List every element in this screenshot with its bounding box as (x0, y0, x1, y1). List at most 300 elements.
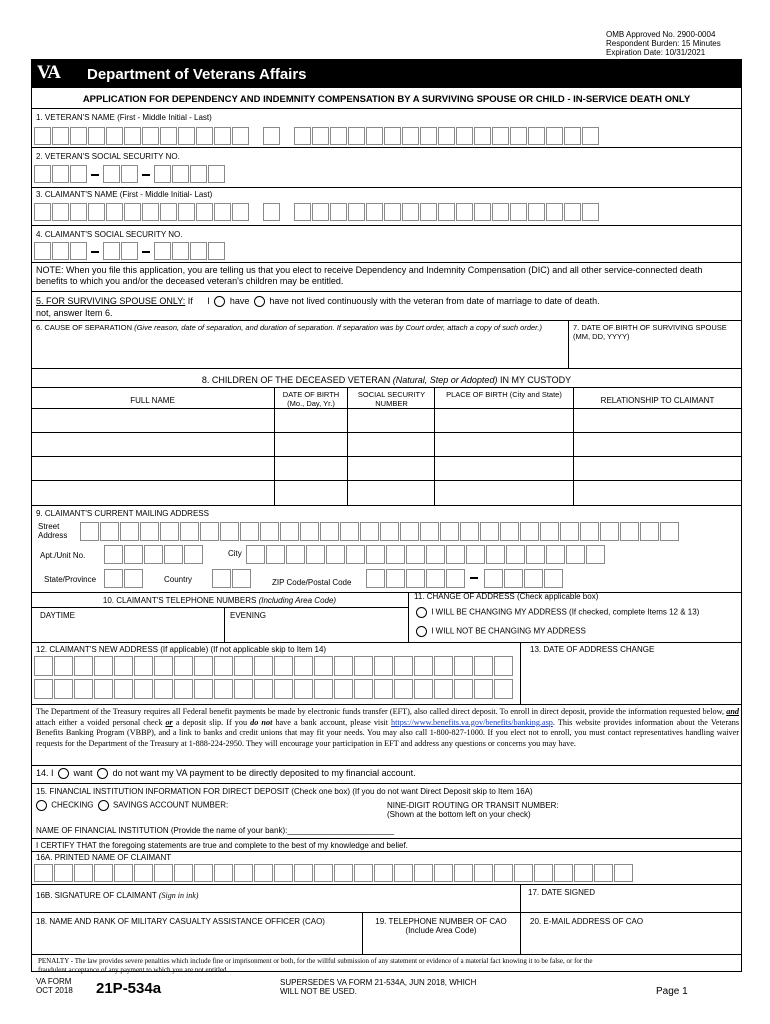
entry-box[interactable] (142, 203, 159, 221)
entry-box[interactable] (566, 545, 585, 564)
entry-box[interactable] (34, 656, 53, 676)
entry-box[interactable] (274, 679, 293, 699)
entry-box[interactable] (294, 203, 311, 221)
entry-box[interactable] (494, 656, 513, 676)
entry-box[interactable] (374, 656, 393, 676)
entry-box[interactable] (280, 522, 299, 541)
entry-box[interactable] (172, 165, 189, 183)
entry-box[interactable] (124, 569, 143, 588)
entry-box[interactable] (70, 165, 87, 183)
children-title-row (31, 375, 742, 385)
entry-box[interactable] (546, 203, 563, 221)
cause-label: 6. CAUSE OF SEPARATION (36, 323, 132, 332)
entry-box[interactable] (266, 545, 285, 564)
entry-box[interactable] (121, 242, 138, 260)
eft-text-3: a deposit slip. If you (175, 717, 248, 727)
entry-box[interactable] (52, 203, 69, 221)
entry-box[interactable] (514, 864, 533, 882)
entry-box[interactable] (540, 522, 559, 541)
entry-box[interactable] (446, 569, 465, 588)
entry-box[interactable] (528, 203, 545, 221)
entry-box[interactable] (194, 656, 213, 676)
entry-box[interactable] (420, 522, 439, 541)
cao-email-label: 20. E-MAIL ADDRESS OF CAO (530, 917, 644, 926)
state-label: State/Province (44, 575, 97, 584)
entry-box[interactable] (74, 864, 93, 882)
bank-name-label: NAME OF FINANCIAL INSTITUTION (Provide the name of your bank):________________________ (36, 826, 395, 835)
entry-box[interactable] (154, 679, 173, 699)
state-boxes[interactable] (104, 569, 144, 588)
entry-box[interactable] (294, 127, 311, 145)
entry-box[interactable] (386, 569, 405, 588)
entry-box[interactable] (254, 679, 273, 699)
entry-box[interactable] (554, 864, 573, 882)
col-full-name: FULL NAME (130, 396, 175, 405)
entry-box[interactable] (492, 127, 509, 145)
evening-label: EVENING (230, 611, 267, 620)
entry-box[interactable] (154, 656, 173, 676)
entry-box[interactable] (474, 864, 493, 882)
entry-box[interactable] (420, 203, 437, 221)
entry-box[interactable] (400, 522, 419, 541)
entry-box[interactable] (354, 656, 373, 676)
entry-box[interactable] (480, 522, 499, 541)
entry-box[interactable] (582, 127, 599, 145)
entry-box[interactable] (134, 679, 153, 699)
entry-box[interactable] (406, 545, 425, 564)
entry-box[interactable] (504, 569, 523, 588)
entry-box[interactable] (582, 203, 599, 221)
col-ssn: SOCIAL SECURITY NUMBER (357, 390, 426, 408)
changing-label: I WILL BE CHANGING MY ADDRESS (If checked, complete Items 12 & 13) (431, 607, 700, 617)
entry-box[interactable] (184, 545, 203, 564)
item5-i: I (207, 296, 210, 306)
children-note: (Natural, Step or Adopted) (392, 375, 498, 385)
entry-box[interactable] (334, 679, 353, 699)
entry-box[interactable] (74, 679, 93, 699)
entry-box[interactable] (500, 522, 519, 541)
entry-box[interactable] (240, 522, 259, 541)
children-tail: IN MY CUSTODY (499, 375, 572, 385)
entry-box[interactable] (406, 569, 425, 588)
entry-box[interactable] (366, 569, 385, 588)
entry-box[interactable] (494, 679, 513, 699)
veteran-name-boxes[interactable] (34, 127, 600, 145)
entry-box[interactable] (214, 656, 233, 676)
phone-title-row (31, 596, 408, 605)
phone-note: (Including Area Code) (258, 596, 337, 605)
entry-box[interactable] (384, 127, 401, 145)
group-separator (281, 127, 293, 145)
eft-paragraph (36, 707, 739, 749)
entry-box[interactable] (426, 569, 445, 588)
entry-box[interactable] (366, 127, 383, 145)
new-address-boxes-1[interactable] (34, 656, 514, 676)
entry-box[interactable] (286, 545, 305, 564)
entry-box[interactable] (440, 522, 459, 541)
entry-box[interactable] (366, 203, 383, 221)
omb-block (606, 30, 721, 57)
entry-box[interactable] (354, 864, 373, 882)
entry-box[interactable] (330, 203, 347, 221)
entry-box[interactable] (94, 656, 113, 676)
entry-box[interactable] (314, 656, 333, 676)
entry-box[interactable] (414, 864, 433, 882)
entry-box[interactable] (394, 656, 413, 676)
entry-box[interactable] (524, 569, 543, 588)
entry-box[interactable] (434, 864, 453, 882)
entry-box[interactable] (114, 656, 133, 676)
entry-box[interactable] (208, 165, 225, 183)
entry-box[interactable] (200, 522, 219, 541)
eft-text-4: have a bank account, please visit (275, 717, 388, 727)
changing-row (414, 607, 699, 618)
entry-box[interactable] (190, 165, 207, 183)
entry-box[interactable] (100, 522, 119, 541)
entry-box[interactable] (546, 127, 563, 145)
routing-block (387, 801, 559, 819)
eft-text-1: The Department of the Treasury requires all Federal benefit payments be made by electronic funds transfer (EFT), also called direct deposit. To enroll in direct deposit, provide the information requested below, (36, 707, 725, 716)
entry-box[interactable] (54, 679, 73, 699)
city-boxes[interactable] (246, 545, 606, 564)
entry-box[interactable] (426, 545, 445, 564)
entry-box[interactable] (34, 165, 51, 183)
group-separator (142, 251, 150, 253)
footer-va-form: VA FORM (36, 977, 72, 986)
country-boxes[interactable] (212, 569, 252, 588)
entry-box[interactable] (124, 127, 141, 145)
entry-box[interactable] (294, 679, 313, 699)
entry-box[interactable] (494, 864, 513, 882)
entry-box[interactable] (330, 127, 347, 145)
entry-box[interactable] (232, 203, 249, 221)
entry-box[interactable] (134, 864, 153, 882)
entry-box[interactable] (510, 203, 527, 221)
cause-note: (Give reason, date of separation, and duration of separation. If separation was by Court order, attach a copy of such order.) (134, 323, 542, 332)
entry-box[interactable] (564, 203, 581, 221)
entry-box[interactable] (384, 203, 401, 221)
entry-box[interactable] (232, 569, 251, 588)
entry-box[interactable] (34, 242, 51, 260)
entry-box[interactable] (234, 679, 253, 699)
entry-box[interactable] (160, 203, 177, 221)
savings-radio[interactable] (98, 800, 109, 811)
entry-box[interactable] (178, 203, 195, 221)
cao-phone-label: 19. TELEPHONE NUMBER OF CAO (Include Area Code) (375, 917, 507, 935)
entry-box[interactable] (52, 165, 69, 183)
entry-box[interactable] (594, 864, 613, 882)
group-separator (142, 174, 150, 176)
entry-box[interactable] (294, 656, 313, 676)
entry-box[interactable] (492, 203, 509, 221)
entry-box[interactable] (172, 242, 189, 260)
entry-box[interactable] (306, 545, 325, 564)
entry-box[interactable] (154, 242, 171, 260)
dic-note: NOTE: When you file this application, you are telling us that you elect to receive Dependency and Indemnity Compensation (DIC) and all other service-connected death benefits to which you and/or the deceased veteran's children may be entitled. (36, 265, 703, 286)
entry-box[interactable] (70, 242, 87, 260)
entry-box[interactable] (180, 522, 199, 541)
entry-box[interactable] (438, 127, 455, 145)
entry-box[interactable] (194, 864, 213, 882)
entry-box[interactable] (174, 656, 193, 676)
entry-box[interactable] (460, 522, 479, 541)
entry-box[interactable] (232, 127, 249, 145)
entry-box[interactable] (580, 522, 599, 541)
entry-box[interactable] (434, 679, 453, 699)
group-separator (281, 203, 293, 221)
entry-box[interactable] (614, 864, 633, 882)
change-address-label: 11. CHANGE OF ADDRESS (Check applicable box) (414, 592, 599, 601)
entry-box[interactable] (366, 545, 385, 564)
entry-box[interactable] (560, 522, 579, 541)
entry-box[interactable] (54, 864, 73, 882)
country-label: Country (164, 575, 193, 584)
printed-name-label: 16A. PRINTED NAME OF CLAIMANT (36, 853, 172, 862)
item5-row (36, 296, 600, 307)
entry-box[interactable] (196, 127, 213, 145)
spouse-dob-label: 7. DATE OF BIRTH OF SURVIVING SPOUSE (MM, DD, YYYY) (573, 323, 727, 341)
do-not-want-radio[interactable] (97, 768, 108, 779)
have-label: have (229, 296, 250, 306)
date-change-label: 13. DATE OF ADDRESS CHANGE (530, 645, 655, 654)
entry-box[interactable] (34, 864, 53, 882)
entry-box[interactable] (394, 679, 413, 699)
entry-box[interactable] (346, 545, 365, 564)
entry-box[interactable] (106, 127, 123, 145)
entry-box[interactable] (104, 545, 123, 564)
entry-box[interactable] (274, 864, 293, 882)
entry-box[interactable] (94, 864, 113, 882)
entry-box[interactable] (454, 656, 473, 676)
entry-box[interactable] (88, 127, 105, 145)
entry-box[interactable] (294, 864, 313, 882)
entry-box[interactable] (52, 127, 69, 145)
penalty-statement: PENALTY - The law provides severe penalties which include fine or imprisonment or both, for the willful submission of any statement or evidence of a material fact knowing it to be false, or for the fraudulent acceptance of any payment to which you are not entitled. (38, 957, 593, 974)
entry-box[interactable] (80, 522, 99, 541)
cao-name-label: 18. NAME AND RANK OF MILITARY CASUALTY ASSISTANCE OFFICER (CAO) (36, 917, 325, 926)
entry-box[interactable] (520, 522, 539, 541)
claimant-ssn-label: 4. CLAIMANT'S SOCIAL SECURITY NO. (36, 230, 183, 239)
entry-box[interactable] (103, 165, 120, 183)
entry-box[interactable] (160, 127, 177, 145)
entry-box[interactable] (414, 656, 433, 676)
entry-box[interactable] (380, 522, 399, 541)
omb-expiration: Expiration Date: 10/31/2021 (606, 48, 706, 57)
entry-box[interactable] (474, 679, 493, 699)
omb-number: OMB Approved No. 2900-0004 (606, 30, 716, 39)
entry-box[interactable] (300, 522, 319, 541)
entry-box[interactable] (402, 203, 419, 221)
entry-box[interactable] (34, 679, 53, 699)
entry-box[interactable] (154, 165, 171, 183)
have-radio[interactable] (214, 296, 225, 307)
entry-box[interactable] (104, 569, 123, 588)
entry-box[interactable] (214, 127, 231, 145)
entry-box[interactable] (140, 522, 159, 541)
entry-box[interactable] (234, 656, 253, 676)
entry-box[interactable] (386, 545, 405, 564)
entry-box[interactable] (314, 679, 333, 699)
street-boxes[interactable] (80, 522, 680, 541)
entry-box[interactable] (88, 203, 105, 221)
entry-box[interactable] (546, 545, 565, 564)
entry-box[interactable] (348, 203, 365, 221)
entry-box[interactable] (312, 127, 329, 145)
entry-box[interactable] (374, 679, 393, 699)
claimant-name-label: 3. CLAIMANT'S NAME (First - Middle Initial- Last) (36, 190, 213, 199)
entry-box[interactable] (160, 522, 179, 541)
col-pob: PLACE OF BIRTH (City and State) (446, 390, 562, 399)
entry-box[interactable] (456, 203, 473, 221)
entry-box[interactable] (456, 127, 473, 145)
entry-box[interactable] (174, 864, 193, 882)
entry-box[interactable] (314, 864, 333, 882)
group-separator (91, 174, 99, 176)
entry-box[interactable] (474, 656, 493, 676)
entry-box[interactable] (214, 864, 233, 882)
entry-box[interactable] (134, 656, 153, 676)
item14-i: 14. I (36, 768, 54, 778)
zip-boxes[interactable] (366, 569, 564, 588)
entry-box[interactable] (660, 522, 679, 541)
entry-box[interactable] (334, 656, 353, 676)
entry-box[interactable] (402, 127, 419, 145)
entry-box[interactable] (274, 656, 293, 676)
entry-box[interactable] (214, 203, 231, 221)
changing-radio[interactable] (416, 607, 427, 618)
have-not-radio[interactable] (254, 296, 265, 307)
entry-box[interactable] (212, 569, 231, 588)
entry-box[interactable] (103, 242, 120, 260)
entry-box[interactable] (334, 864, 353, 882)
entry-box[interactable] (263, 203, 280, 221)
entry-box[interactable] (263, 127, 280, 145)
entry-box[interactable] (70, 203, 87, 221)
entry-box[interactable] (374, 864, 393, 882)
entry-box[interactable] (312, 203, 329, 221)
entry-box[interactable] (34, 127, 51, 145)
entry-box[interactable] (94, 679, 113, 699)
do-not-want-label: do not want my VA payment to be directly deposited to my financial account. (112, 768, 416, 778)
entry-box[interactable] (360, 522, 379, 541)
entry-box[interactable] (142, 127, 159, 145)
entry-box[interactable] (246, 545, 265, 564)
entry-box[interactable] (414, 679, 433, 699)
entry-box[interactable] (178, 127, 195, 145)
entry-box[interactable] (506, 545, 525, 564)
entry-box[interactable] (124, 545, 143, 564)
new-address-boxes-2[interactable] (34, 679, 514, 699)
entry-box[interactable] (620, 522, 639, 541)
item5-not: not, answer Item 6. (36, 308, 113, 318)
entry-box[interactable] (486, 545, 505, 564)
entry-box[interactable] (114, 679, 133, 699)
entry-box[interactable] (320, 522, 339, 541)
entry-box[interactable] (574, 864, 593, 882)
entry-box[interactable] (510, 127, 527, 145)
entry-box[interactable] (70, 127, 87, 145)
entry-box[interactable] (474, 127, 491, 145)
entry-box[interactable] (54, 656, 73, 676)
entry-box[interactable] (446, 545, 465, 564)
entry-box[interactable] (254, 864, 273, 882)
entry-box[interactable] (106, 203, 123, 221)
signature-label: 16B. SIGNATURE OF CLAIMANT (36, 891, 157, 900)
entry-box[interactable] (340, 522, 359, 541)
not-changing-radio[interactable] (416, 626, 427, 637)
entry-box[interactable] (124, 203, 141, 221)
not-changing-row (414, 626, 586, 637)
entry-box[interactable] (34, 203, 51, 221)
entry-box[interactable] (528, 127, 545, 145)
entry-box[interactable] (52, 242, 69, 260)
entry-box[interactable] (190, 242, 207, 260)
entry-box[interactable] (640, 522, 659, 541)
savings-label: SAVINGS ACCOUNT NUMBER: (112, 800, 229, 810)
entry-box[interactable] (534, 864, 553, 882)
entry-box[interactable] (484, 569, 503, 588)
entry-box[interactable] (174, 679, 193, 699)
entry-box[interactable] (394, 864, 413, 882)
entry-box[interactable] (544, 569, 563, 588)
entry-box[interactable] (214, 679, 233, 699)
entry-box[interactable] (164, 545, 183, 564)
entry-box[interactable] (454, 679, 473, 699)
signature-note: (Sign in ink) (158, 891, 199, 900)
entry-box[interactable] (194, 679, 213, 699)
eft-text-2: attach either a voided personal check (36, 717, 163, 727)
entry-box[interactable] (326, 545, 345, 564)
entry-box[interactable] (121, 165, 138, 183)
entry-box[interactable] (564, 127, 581, 145)
apt-boxes[interactable] (104, 545, 204, 564)
entry-box[interactable] (600, 522, 619, 541)
claimant-ssn-boxes[interactable] (34, 242, 226, 260)
entry-box[interactable] (260, 522, 279, 541)
entry-box[interactable] (354, 679, 373, 699)
eft-do-not: do not (250, 717, 273, 727)
claimant-name-boxes[interactable] (34, 203, 600, 221)
group-separator (250, 127, 262, 145)
veteran-ssn-boxes[interactable] (34, 165, 226, 183)
entry-box[interactable] (254, 656, 273, 676)
entry-box[interactable] (526, 545, 545, 564)
entry-box[interactable] (586, 545, 605, 564)
banking-link[interactable]: https://www.benefits.va.gov/benefits/banking.asp (391, 717, 553, 727)
entry-box[interactable] (196, 203, 213, 221)
entry-box[interactable] (348, 127, 365, 145)
account-type-row (36, 800, 228, 811)
entry-box[interactable] (114, 864, 133, 882)
entry-box[interactable] (434, 656, 453, 676)
printed-name-boxes[interactable] (34, 864, 634, 882)
entry-box[interactable] (74, 656, 93, 676)
entry-box[interactable] (220, 522, 239, 541)
entry-box[interactable] (466, 545, 485, 564)
entry-box[interactable] (154, 864, 173, 882)
entry-box[interactable] (454, 864, 473, 882)
entry-box[interactable] (234, 864, 253, 882)
entry-box[interactable] (420, 127, 437, 145)
entry-box[interactable] (120, 522, 139, 541)
entry-box[interactable] (208, 242, 225, 260)
checking-radio[interactable] (36, 800, 47, 811)
want-radio[interactable] (58, 768, 69, 779)
entry-box[interactable] (144, 545, 163, 564)
entry-box[interactable] (438, 203, 455, 221)
not-changing-label: I WILL NOT BE CHANGING MY ADDRESS (431, 626, 586, 636)
entry-box[interactable] (474, 203, 491, 221)
